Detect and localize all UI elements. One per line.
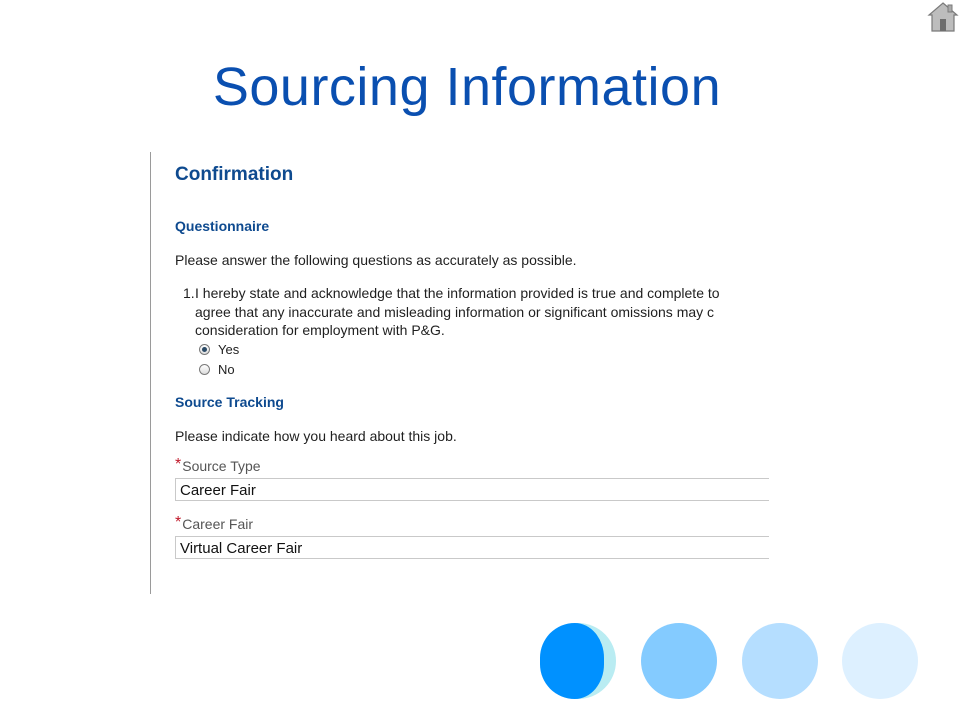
required-marker: * bbox=[175, 456, 182, 473]
radio-button-no[interactable] bbox=[199, 364, 210, 375]
decorative-circle-3 bbox=[742, 623, 818, 699]
source-type-field[interactable]: Career Fair bbox=[175, 478, 769, 501]
decorative-circle-2 bbox=[641, 623, 717, 699]
questionnaire-heading: Questionnaire bbox=[175, 218, 270, 234]
source-type-label: *Source Type bbox=[175, 456, 261, 474]
decorative-circle-4 bbox=[842, 623, 918, 699]
career-fair-label: *Career Fair bbox=[175, 514, 254, 532]
source-tracking-heading: Source Tracking bbox=[175, 394, 284, 410]
confirmation-heading: Confirmation bbox=[175, 164, 294, 185]
radio-option-no[interactable] bbox=[199, 362, 235, 377]
home-icon[interactable] bbox=[926, 0, 960, 34]
radio-label-no: No bbox=[218, 362, 235, 377]
question-text-line-3: consideration for employment with P&G. bbox=[195, 322, 445, 338]
radio-button-yes[interactable] bbox=[199, 344, 210, 355]
question-text-line-1: I hereby state and acknowledge that the information provided is true and complete to bbox=[195, 285, 720, 301]
slide-title: Sourcing Information bbox=[212, 57, 722, 117]
question-text-line-2: agree that any inaccurate and misleading information or significant omissions may c bbox=[195, 304, 715, 320]
career-fair-field[interactable]: Virtual Career Fair bbox=[175, 536, 769, 559]
required-marker: * bbox=[175, 514, 182, 531]
questionnaire-instruction: Please answer the following questions as accurately as possible. bbox=[175, 252, 577, 268]
question-number: 1. bbox=[183, 285, 195, 301]
radio-option-yes[interactable] bbox=[199, 342, 239, 357]
form-panel bbox=[151, 152, 769, 594]
decorative-circle-1 bbox=[540, 623, 604, 699]
source-tracking-instruction: Please indicate how you heard about this job. bbox=[175, 428, 457, 444]
radio-label-yes: Yes bbox=[218, 342, 240, 357]
